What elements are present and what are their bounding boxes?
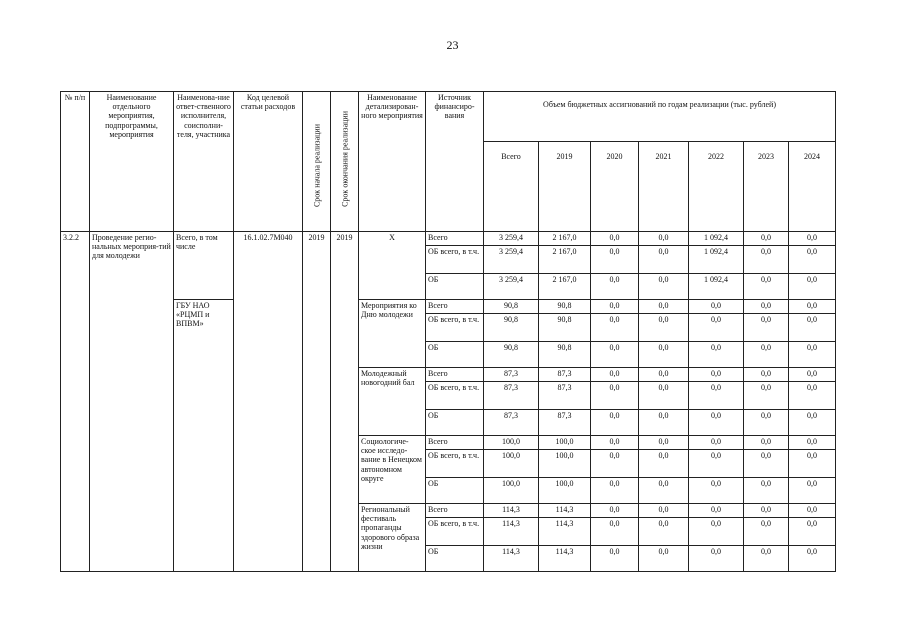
value-cell: 2 167,0 <box>539 232 591 246</box>
value-cell: 90,8 <box>539 342 591 368</box>
value-cell: 0,0 <box>744 368 789 382</box>
item-executor-org: ГБУ НАО «РЦМП и ВПВМ» <box>174 300 234 572</box>
value-cell: 0,0 <box>591 232 639 246</box>
value-cell: 114,3 <box>484 504 539 518</box>
value-cell: 0,0 <box>744 450 789 478</box>
value-cell: 100,0 <box>539 436 591 450</box>
value-cell: 0,0 <box>789 546 836 572</box>
item-name: Проведение регио-нальных мероприя-тий для молодежи <box>90 232 174 572</box>
source-cell: ОБ всего, в т.ч. <box>426 314 484 342</box>
detail-name: Социологиче-ское исследо-вание в Ненецком автономном округе <box>359 436 426 504</box>
value-cell: 0,0 <box>591 450 639 478</box>
header-name: Наименование отдельного мероприятия, подпрограммы, мероприятия <box>90 92 174 232</box>
value-cell: 0,0 <box>789 232 836 246</box>
item-code: 16.1.02.7М040 <box>234 232 303 572</box>
value-cell: 0,0 <box>639 504 689 518</box>
value-cell: 0,0 <box>639 518 689 546</box>
value-cell: 0,0 <box>744 546 789 572</box>
source-cell: Всего <box>426 504 484 518</box>
value-cell: 0,0 <box>591 518 639 546</box>
table-row <box>61 232 836 246</box>
value-cell: 0,0 <box>639 368 689 382</box>
value-cell: 100,0 <box>539 478 591 504</box>
source-cell: ОБ <box>426 274 484 300</box>
value-cell: 0,0 <box>689 368 744 382</box>
source-cell: ОБ <box>426 342 484 368</box>
source-cell: ОБ всего, в т.ч. <box>426 450 484 478</box>
value-cell: 0,0 <box>744 274 789 300</box>
header-budget-title: Объем бюджетных ассигнований по годам реализации (тыс. рублей) <box>484 92 836 142</box>
value-cell: 0,0 <box>789 518 836 546</box>
value-cell: 0,0 <box>744 410 789 436</box>
value-cell: 1 092,4 <box>689 232 744 246</box>
table-row <box>61 300 836 314</box>
budget-table <box>60 91 836 572</box>
value-cell: 0,0 <box>689 504 744 518</box>
value-cell: 87,3 <box>539 382 591 410</box>
value-cell: 0,0 <box>789 368 836 382</box>
value-cell: 0,0 <box>689 546 744 572</box>
value-cell: 0,0 <box>744 518 789 546</box>
value-cell: 0,0 <box>639 546 689 572</box>
item-executor-total: Всего, в том числе <box>174 232 234 300</box>
header-start <box>303 92 331 232</box>
value-cell: 0,0 <box>591 546 639 572</box>
value-cell: 100,0 <box>539 450 591 478</box>
page-number: 23 <box>446 38 459 52</box>
value-cell: 0,0 <box>639 450 689 478</box>
value-cell: 0,0 <box>744 478 789 504</box>
value-cell: 0,0 <box>789 436 836 450</box>
value-cell: 0,0 <box>639 300 689 314</box>
header-end-text: Срок окончания реализации <box>339 111 349 207</box>
value-cell: 0,0 <box>591 246 639 274</box>
detail-name: Молодежный новогодний бал <box>359 368 426 436</box>
item-end: 2019 <box>331 232 359 572</box>
source-cell: ОБ <box>426 478 484 504</box>
value-cell: 3 259,4 <box>484 274 539 300</box>
value-cell: 0,0 <box>639 410 689 436</box>
value-cell: 2 167,0 <box>539 246 591 274</box>
value-cell: 0,0 <box>744 436 789 450</box>
value-cell: 0,0 <box>789 342 836 368</box>
value-cell: 0,0 <box>744 342 789 368</box>
value-cell: 114,3 <box>539 504 591 518</box>
detail-name: Мероприятия ко Дню молодежи <box>359 300 426 368</box>
value-cell: 0,0 <box>789 314 836 342</box>
value-cell: 87,3 <box>539 410 591 436</box>
value-cell: 0,0 <box>744 232 789 246</box>
header-year-2020: 2020 <box>591 142 639 232</box>
source-cell: ОБ <box>426 546 484 572</box>
value-cell: 2 167,0 <box>539 274 591 300</box>
detail-name: Региональный фестиваль пропаганды здорового образа жизни <box>359 504 426 572</box>
value-cell: 3 259,4 <box>484 246 539 274</box>
value-cell: 0,0 <box>591 436 639 450</box>
value-cell: 87,3 <box>484 382 539 410</box>
value-cell: 0,0 <box>591 478 639 504</box>
item-no: 3.2.2 <box>61 232 90 572</box>
value-cell: 3 259,4 <box>484 232 539 246</box>
header-end <box>331 92 359 232</box>
value-cell: 90,8 <box>484 314 539 342</box>
header-year-2019: 2019 <box>539 142 591 232</box>
value-cell: 0,0 <box>639 274 689 300</box>
value-cell: 0,0 <box>789 246 836 274</box>
value-cell: 0,0 <box>591 504 639 518</box>
value-cell: 0,0 <box>789 504 836 518</box>
header-no: № п/п <box>61 92 90 232</box>
value-cell: 0,0 <box>689 410 744 436</box>
source-cell: ОБ всего, в т.ч. <box>426 246 484 274</box>
source-cell: Всего <box>426 232 484 246</box>
header-year-2022: 2022 <box>689 142 744 232</box>
value-cell: 0,0 <box>639 436 689 450</box>
value-cell: 0,0 <box>639 232 689 246</box>
value-cell: 0,0 <box>744 504 789 518</box>
value-cell: 0,0 <box>789 300 836 314</box>
header-code: Код целевой статьи расходов <box>234 92 303 232</box>
value-cell: 0,0 <box>744 300 789 314</box>
value-cell: 0,0 <box>639 314 689 342</box>
value-cell: 0,0 <box>689 478 744 504</box>
item-start: 2019 <box>303 232 331 572</box>
value-cell: 0,0 <box>639 382 689 410</box>
header-year-total: Всего <box>484 142 539 232</box>
source-cell: Всего <box>426 368 484 382</box>
value-cell: 0,0 <box>744 314 789 342</box>
value-cell: 90,8 <box>539 300 591 314</box>
value-cell: 0,0 <box>689 382 744 410</box>
value-cell: 87,3 <box>484 410 539 436</box>
value-cell: 0,0 <box>744 246 789 274</box>
value-cell: 100,0 <box>484 478 539 504</box>
value-cell: 1 092,4 <box>689 274 744 300</box>
value-cell: 0,0 <box>789 450 836 478</box>
header-year-2024: 2024 <box>789 142 836 232</box>
value-cell: 100,0 <box>484 450 539 478</box>
value-cell: 0,0 <box>789 478 836 504</box>
source-cell: Всего <box>426 300 484 314</box>
value-cell: 0,0 <box>639 478 689 504</box>
value-cell: 114,3 <box>539 546 591 572</box>
detail-name: Х <box>359 232 426 300</box>
header-executor: Наименова-ние ответ-ственного исполнителя, соисполни-теля, участника <box>174 92 234 232</box>
value-cell: 0,0 <box>591 410 639 436</box>
source-cell: ОБ <box>426 410 484 436</box>
value-cell: 0,0 <box>689 314 744 342</box>
value-cell: 114,3 <box>484 518 539 546</box>
value-cell: 1 092,4 <box>689 246 744 274</box>
value-cell: 90,8 <box>539 314 591 342</box>
header-start-text: Срок начала реализации <box>311 123 321 207</box>
value-cell: 0,0 <box>591 274 639 300</box>
value-cell: 0,0 <box>591 342 639 368</box>
value-cell: 0,0 <box>689 436 744 450</box>
header-year-2023: 2023 <box>744 142 789 232</box>
value-cell: 0,0 <box>689 450 744 478</box>
header-year-2021: 2021 <box>639 142 689 232</box>
value-cell: 0,0 <box>591 368 639 382</box>
value-cell: 100,0 <box>484 436 539 450</box>
value-cell: 0,0 <box>689 342 744 368</box>
header-detail: Наименование детализирован-ного мероприятия <box>359 92 426 232</box>
value-cell: 0,0 <box>689 300 744 314</box>
value-cell: 0,0 <box>591 314 639 342</box>
value-cell: 114,3 <box>539 518 591 546</box>
value-cell: 0,0 <box>789 410 836 436</box>
value-cell: 0,0 <box>639 342 689 368</box>
value-cell: 0,0 <box>639 246 689 274</box>
value-cell: 0,0 <box>744 382 789 410</box>
value-cell: 0,0 <box>689 518 744 546</box>
value-cell: 90,8 <box>484 342 539 368</box>
header-source: Источник финансиро-вания <box>426 92 484 232</box>
value-cell: 0,0 <box>789 382 836 410</box>
source-cell: Всего <box>426 436 484 450</box>
value-cell: 87,3 <box>484 368 539 382</box>
value-cell: 90,8 <box>484 300 539 314</box>
value-cell: 0,0 <box>789 274 836 300</box>
source-cell: ОБ всего, в т.ч. <box>426 382 484 410</box>
value-cell: 87,3 <box>539 368 591 382</box>
value-cell: 0,0 <box>591 382 639 410</box>
source-cell: ОБ всего, в т.ч. <box>426 518 484 546</box>
value-cell: 0,0 <box>591 300 639 314</box>
value-cell: 114,3 <box>484 546 539 572</box>
